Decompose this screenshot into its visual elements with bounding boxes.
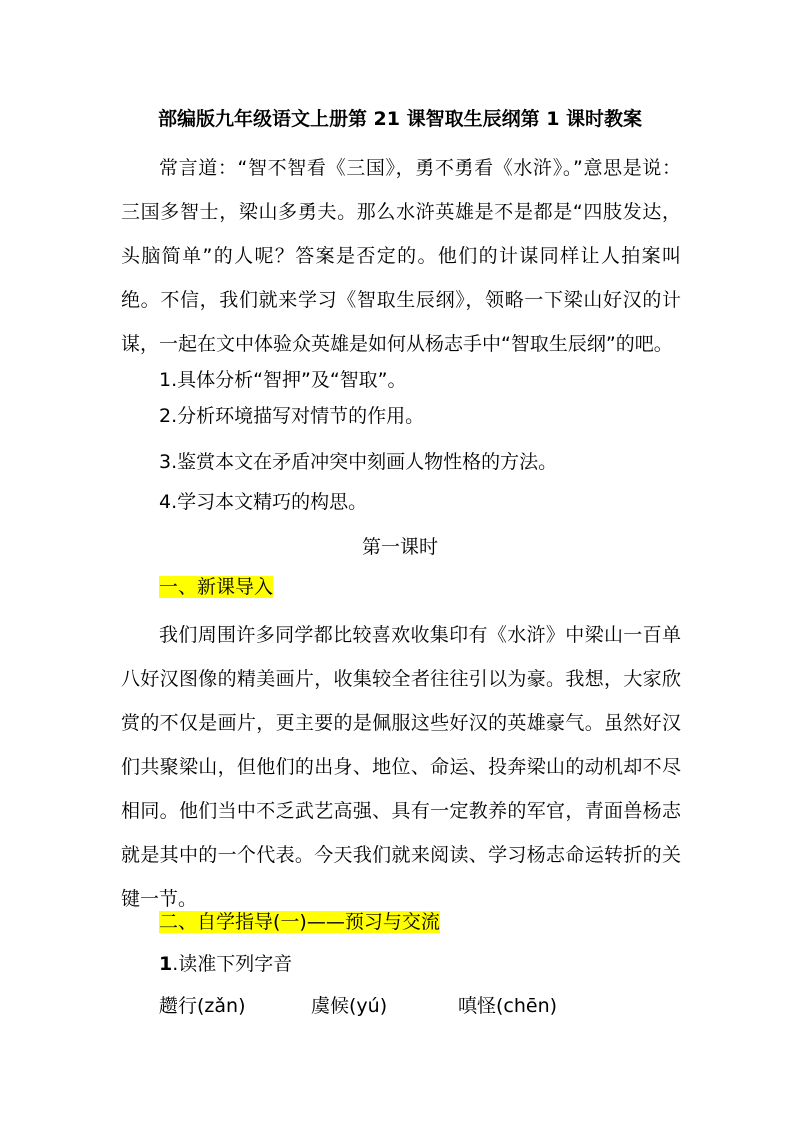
word-3: 嗔怪(chēn)	[458, 995, 558, 1017]
pronunciation-item	[159, 949, 292, 979]
section2-heading-line	[159, 907, 440, 937]
objective-1: 1.具体分析“智押”及“智取”。	[159, 369, 407, 391]
objective-4: 4.学习本文精巧的构思。	[159, 491, 368, 513]
objective-2: 2.分析环境描写对情节的作用。	[159, 405, 425, 427]
lesson-label: 第一课时	[361, 536, 438, 558]
intro-paragraph: 常言道：“智不智看《三国》，勇不勇看《水浒》。”意思是说：三国多智士，梁山多勇夫。那么水浒英雄是不是都是“四肢发达，头脑简单”的人呢？答案是否定的。他们的计谋同样让人拍案叫绝。不信，我们就来学习《智取生辰纲》，领略一下梁山好汉的计谋，一起在文中体验众英雄是如何从杨志手中“智取生辰纲”的吧。	[121, 157, 681, 355]
section1-heading: 一、新课导入	[159, 576, 274, 598]
word-1: 趱行(zǎn)	[159, 995, 246, 1017]
section1-body: 我们周围许多同学都比较喜欢收集印有《水浒》中梁山一百单八好汉图像的精美画片，收集较全者往往引以为豪。我想，大家欣赏的不仅是画片，更主要的是佩服这些好汉的英雄豪气。虽然好汉们共聚梁山，但他们的出身、地位、命运、投奔梁山的动机却不尽相同。他们当中不乏武艺高强、具有一定教养的军官，青面兽杨志就是其中的一个代表。今天我们就来阅读、学习杨志命运转折的关键一节。	[121, 624, 681, 910]
section2-heading: 二、自学指导(一)——预习与交流	[159, 911, 440, 933]
objective-3: 3.鉴赏本文在矛盾冲突中刻画人物性格的方法。	[159, 451, 558, 473]
item-number: 1	[159, 953, 173, 975]
document-title: 部编版九年级语文上册第 21 课智取生辰纲第 1 课时教案	[157, 108, 643, 130]
section1-heading-line	[159, 572, 273, 602]
item-text: .读准下列字音	[172, 953, 293, 975]
word-2: 虞候(yú)	[311, 995, 388, 1017]
